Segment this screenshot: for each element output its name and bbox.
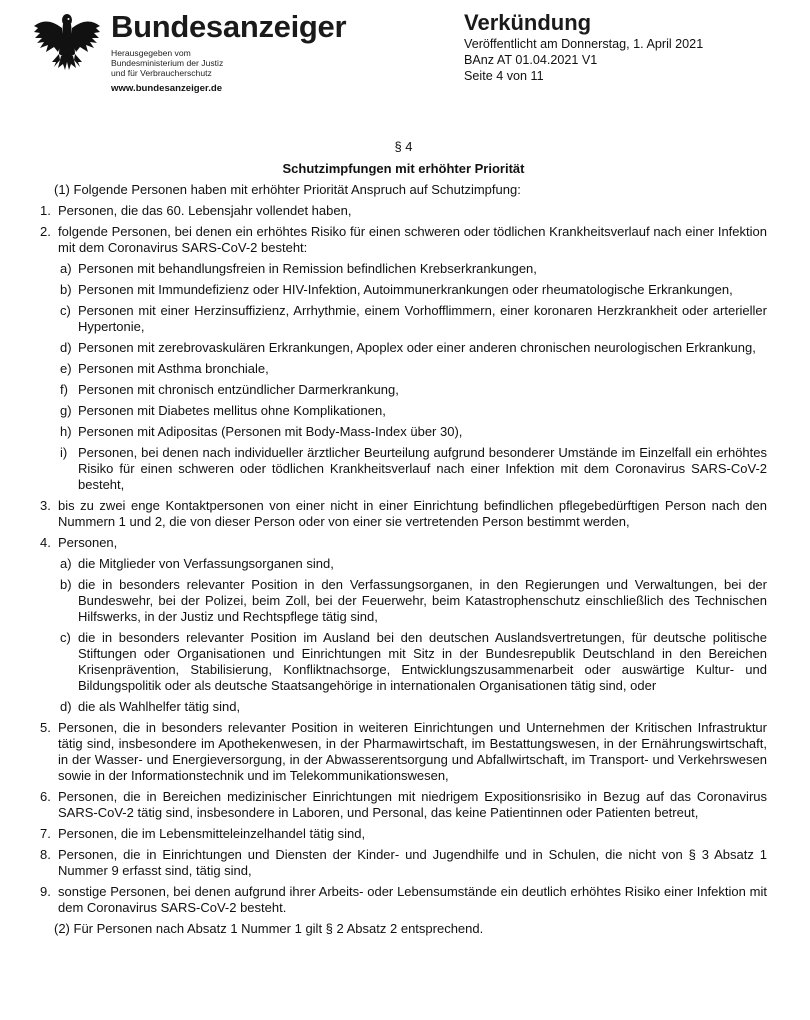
sub-item bbox=[40, 630, 767, 694]
sub-item bbox=[40, 303, 767, 335]
sub-label: b) bbox=[60, 282, 72, 297]
sub-item bbox=[40, 445, 767, 493]
sub-text: Personen mit zerebrovaskulären Erkrankungen, Apoplex oder einer anderen chronischen neurologischen Erkrankung, bbox=[78, 340, 756, 355]
sub-item bbox=[40, 424, 767, 440]
publisher-info bbox=[111, 48, 346, 78]
page-indicator: Seite 4 von 11 bbox=[464, 69, 544, 83]
list-item bbox=[40, 884, 767, 916]
publication-date: Veröffentlicht am Donnerstag, 1. April 2021 bbox=[464, 37, 704, 51]
sub-label: a) bbox=[60, 261, 72, 276]
list-item bbox=[40, 789, 767, 821]
list-item bbox=[40, 203, 767, 219]
sub-text: die Mitglieder von Verfassungsorganen sind, bbox=[78, 556, 334, 571]
item-number: 6. bbox=[40, 789, 51, 804]
item-text: bis zu zwei enge Kontaktpersonen von einer nicht in einer Einrichtung befindlichen pflegebedürftigen Person nach den Nummern 1 und 2, die von dieser Person oder von einer sie vertretenden Person bestimmt werden, bbox=[58, 498, 767, 529]
publisher-block bbox=[111, 10, 346, 94]
list-item bbox=[40, 847, 767, 879]
sub-text: Personen mit Adipositas (Personen mit Body-Mass-Index über 30), bbox=[78, 424, 463, 439]
sub-item bbox=[40, 382, 767, 398]
list-item bbox=[40, 535, 767, 551]
item-number: 4. bbox=[40, 535, 51, 550]
sub-label: d) bbox=[60, 340, 72, 355]
item-text: Personen, die in Bereichen medizinischer Einrichtungen mit niedrigem Expositionsrisiko in Bezug auf das Coronavirus SARS-CoV-2 tätig sind, insbesondere in Laboren, und Personal, das keine Patientinnen oder Patienten betreut, bbox=[58, 789, 767, 820]
item-number: 9. bbox=[40, 884, 51, 899]
item-text: Personen, die im Lebensmitteleinzelhandel tätig sind, bbox=[58, 826, 366, 841]
item-number: 1. bbox=[40, 203, 51, 218]
sub-item bbox=[40, 577, 767, 625]
item-number: 2. bbox=[40, 224, 51, 239]
federal-eagle-icon bbox=[32, 12, 102, 78]
paragraph-1-intro: (1) Folgende Personen haben mit erhöhter Priorität Anspruch auf Schutzimpfung: bbox=[54, 182, 521, 197]
sub-item bbox=[40, 261, 767, 277]
sub-label: c) bbox=[60, 630, 71, 645]
item-text: Personen, die in Einrichtungen und Diensten der Kinder- und Jugendhilfe und in Schulen, die nicht von § 3 Absatz 1 Nummer 9 erfasst sind, tätig sind, bbox=[58, 847, 767, 878]
sub-text: Personen mit behandlungsfreien in Remission befindlichen Krebserkrankungen, bbox=[78, 261, 537, 276]
sub-text: die als Wahlhelfer tätig sind, bbox=[78, 699, 241, 714]
publisher-line: Bundesministerium der Justiz bbox=[111, 58, 224, 68]
sub-text: Personen mit Asthma bronchiale, bbox=[78, 361, 269, 376]
sub-text: Personen, bei denen nach individueller ärztlicher Beurteilung aufgrund besonderer Umstände im Einzelfall ein erhöhtes Risiko für einen schweren oder tödlichen Krankheitsverlauf nach einer Infektion mit dem Coronavirus SARS-CoV-2 besteht, bbox=[78, 445, 767, 492]
publication-info bbox=[464, 10, 703, 84]
sub-label: g) bbox=[60, 403, 72, 418]
item-number: 8. bbox=[40, 847, 51, 862]
section-number: § 4 bbox=[394, 139, 413, 154]
sub-item bbox=[40, 699, 767, 715]
sub-text: die in besonders relevanter Position in den Verfassungsorganen, in den Regierungen und Verwaltungen, bei der Bundeswehr, bei der Polizei, beim Zoll, bei der Feuerwehr, beim Katastrophenschutz einschließlich des Technischen Hilfswerks, in der Justiz und Rechtspflege tätig sind, bbox=[78, 577, 767, 624]
sub-item bbox=[40, 340, 767, 356]
publisher-line: Herausgegeben vom bbox=[111, 48, 191, 58]
item-text: Personen, die in besonders relevanter Position in weiteren Einrichtungen und Unternehmen der Kritischen Infrastruktur tätig sind, insbesondere im Apothekenwesen, in der Pharmawirtschaft, im Bestattungswesen, in der Ernährungswirtschaft, in der Wasser- und Energieversorgung, in der Abwasserentsorgung und Abfallwirtschaft, im Transport- und Verkehrswesen sowie in der Informationstechnik und im Telekommunikationswesen, bbox=[58, 720, 767, 783]
document-type: Verkündung bbox=[464, 10, 592, 35]
sub-label: c) bbox=[60, 303, 71, 318]
sub-text: Personen mit chronisch entzündlicher Darmerkrankung, bbox=[78, 382, 399, 397]
item-number: 5. bbox=[40, 720, 51, 735]
item-text: folgende Personen, bei denen ein erhöhtes Risiko für einen schweren oder tödlichen Krankheitsverlauf nach einer Infektion mit dem Coronavirus SARS-CoV-2 besteht: bbox=[58, 224, 767, 255]
sub-item bbox=[40, 282, 767, 298]
sub-label: a) bbox=[60, 556, 72, 571]
sub-item bbox=[40, 403, 767, 419]
brand-name: Bundesanzeiger bbox=[111, 9, 347, 44]
sub-text: Personen mit Immundefizienz oder HIV-Infektion, Autoimmunerkrankungen oder rheumatologische Erkrankungen, bbox=[78, 282, 733, 297]
sub-text: Personen mit einer Herzinsuffizienz, Arrhythmie, einem Vorhofflimmern, einer koronaren Herzkrankheit oder arterieller Hypertonie, bbox=[78, 303, 767, 334]
item-text: Personen, bbox=[58, 535, 118, 550]
document-body bbox=[40, 133, 767, 942]
sub-label: h) bbox=[60, 424, 72, 439]
sub-label: f) bbox=[60, 382, 68, 397]
item-number: 3. bbox=[40, 498, 51, 513]
publisher-line: und für Verbraucherschutz bbox=[111, 68, 212, 78]
list-item bbox=[40, 826, 767, 842]
list-item bbox=[40, 498, 767, 530]
paragraph-2: (2) Für Personen nach Absatz 1 Nummer 1 gilt § 2 Absatz 2 entsprechend. bbox=[54, 921, 484, 936]
item-number: 7. bbox=[40, 826, 51, 841]
list-item bbox=[40, 224, 767, 256]
sub-label: b) bbox=[60, 577, 72, 592]
sub-item bbox=[40, 556, 767, 572]
publication-reference: BAnz AT 01.04.2021 V1 bbox=[464, 53, 598, 67]
sub-item bbox=[40, 361, 767, 377]
sub-text: die in besonders relevanter Position im Ausland bei den deutschen Auslandsvertretungen, für deutsche politische Stiftungen oder Organisationen und Einrichtungen mit Sitz in der Bundesrepublik Deutschland in den Bereichen Krisenprävention, Stabilisierung, Konfliktnachsorge, Entwicklungszusammenarbeit oder auswärtige Kultur- und Bildungspolitik oder als deutsche Staatsangehörige in internationalen Organisationen tätig sind, oder bbox=[78, 630, 767, 693]
website-link[interactable]: www.bundesanzeiger.de bbox=[111, 83, 223, 94]
sub-text: Personen mit Diabetes mellitus ohne Komplikationen, bbox=[78, 403, 386, 418]
section-title: Schutzimpfungen mit erhöhter Priorität bbox=[282, 161, 525, 176]
sub-label: d) bbox=[60, 699, 72, 714]
sub-label: i) bbox=[60, 445, 68, 460]
list-item bbox=[40, 720, 767, 784]
sub-label: e) bbox=[60, 361, 72, 376]
item-text: Personen, die das 60. Lebensjahr vollendet haben, bbox=[58, 203, 352, 218]
item-text: sonstige Personen, bei denen aufgrund ihrer Arbeits- oder Lebensumstände ein deutlich erhöhtes Risiko einer Infektion mit dem Coronavirus SARS-CoV-2 besteht. bbox=[58, 884, 767, 915]
